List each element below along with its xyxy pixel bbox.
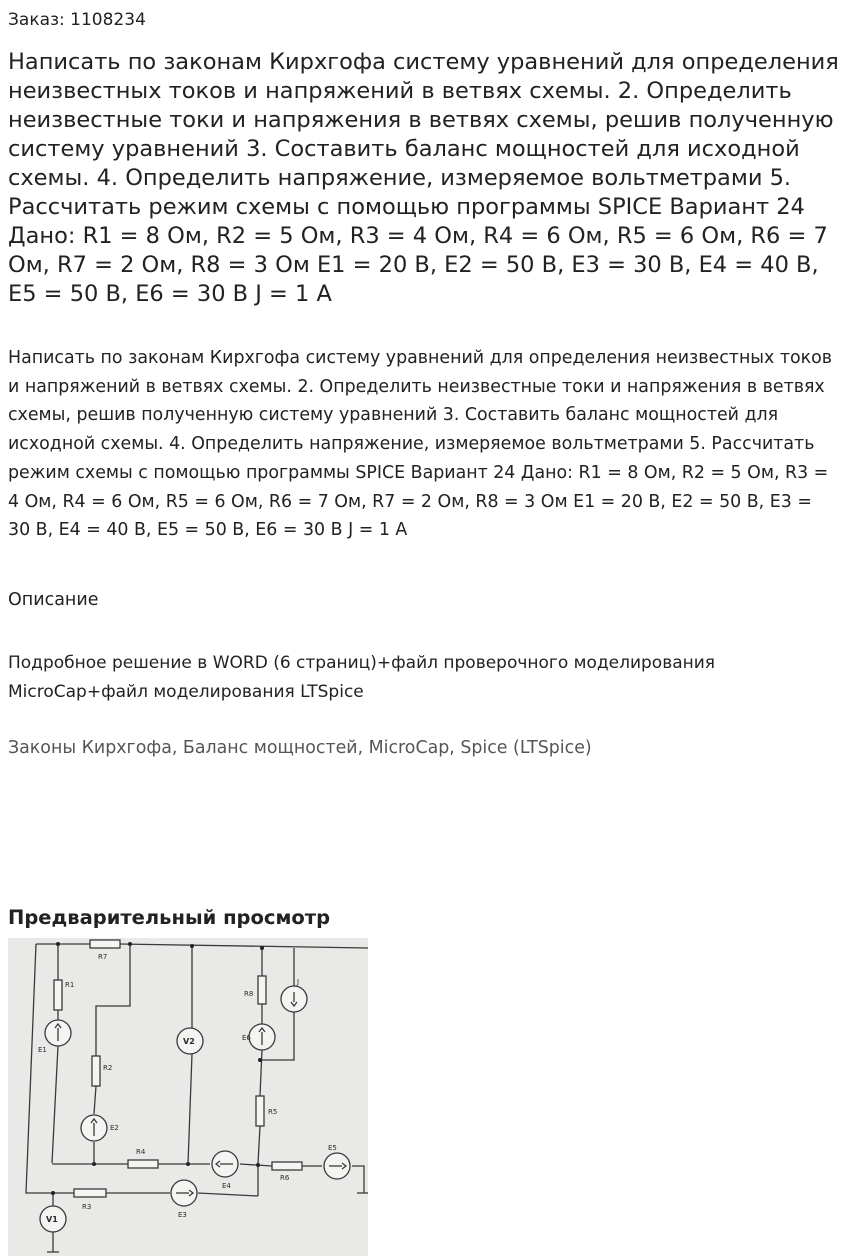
label-r6: R6 [280, 1174, 290, 1182]
label-r2: R2 [103, 1064, 113, 1072]
label-e4: E4 [222, 1182, 231, 1190]
resistor-r8 [258, 976, 266, 1004]
tags-line: Законы Кирхгофа, Баланс мощностей, MicroCap, Spice (LTSpice) [8, 738, 592, 758]
label-v1: V1 [46, 1215, 58, 1224]
page-title: Написать по законам Кирхгофа систему уравнений для определения неизвестных токов и напряжений в ветвях схемы. 2. Определить неизвестные токи и напряжения в ветвях схемы, решив полученную систему уравнений 3. Составить баланс мощностей для исходной схемы. 4. Определить напряжение, измеряемое вольтметрами 5. Рассчитать режим схемы с помощью программы SPICE Вариант 24 Дано: R1 = 8 Ом, R2 = 5 Ом, R3 = 4 Ом, R4 = 6 Ом, R5 = 6 Ом, R6 = 7 Ом, R7 = 2 Ом, R8 = 3 Ом E1 = 20 В, E2 = 50 В, E3 = 30 В, E4 = 40 В, E5 = 50 В, E6 = 30 В J = 1 А [8, 49, 839, 307]
label-r1: R1 [65, 981, 75, 989]
label-r3: R3 [82, 1203, 92, 1211]
label-r7: R7 [98, 953, 108, 961]
label-e6: E6 [242, 1034, 251, 1042]
order-number: Заказ: 1108234 [8, 10, 146, 30]
label-v2: V2 [183, 1037, 195, 1046]
label-e5: E5 [328, 1144, 337, 1152]
resistor-r1 [54, 980, 62, 1010]
label-r8: R8 [244, 990, 254, 998]
resistor-r6 [272, 1162, 302, 1170]
preview-image [8, 938, 368, 1256]
resistor-r4 [128, 1160, 158, 1168]
resistors [54, 940, 302, 1197]
label-r5: R5 [268, 1108, 278, 1116]
resistor-r3 [74, 1189, 106, 1197]
label-r4: R4 [136, 1148, 146, 1156]
label-e1: E1 [38, 1046, 47, 1054]
task-description: Написать по законам Кирхгофа систему уравнений для определения неизвестных токов и напряжений в ветвях схемы. 2. Определить неизвестные токи и напряжения в ветвях схемы, решив полученную систему уравнений 3. Составить баланс мощностей для исходной схемы. 4. Определить напряжение, измеряемое вольтметрами 5. Рассчитать режим схемы с помощью программы SPICE Вариант 24 Дано: R1 = 8 Ом, R2 = 5 Ом, R3 = 4 Ом, R4 = 6 Ом, R5 = 6 Ом, R6 = 7 Ом, R7 = 2 Ом, R8 = 3 Ом E1 = 20 В, E2 = 50 В, E3 = 30 В, E4 = 40 В, E5 = 50 В, E6 = 30 В J = 1 А [8, 348, 833, 541]
circuit-schematic [8, 938, 368, 1256]
resistor-r5 [256, 1096, 264, 1126]
label-e3: E3 [178, 1211, 187, 1219]
circuit-wires [26, 944, 368, 1252]
description-text: Подробное решение в WORD (6 страниц)+файл проверочного моделирования MicroCap+файл моделирования LTSpice [8, 653, 716, 702]
label-j: J [297, 978, 300, 986]
preview-heading: Предварительный просмотр [8, 906, 331, 929]
description-heading: Описание [8, 590, 99, 610]
resistor-r2 [92, 1056, 100, 1086]
label-e2: E2 [110, 1124, 119, 1132]
resistor-r7 [90, 940, 120, 948]
